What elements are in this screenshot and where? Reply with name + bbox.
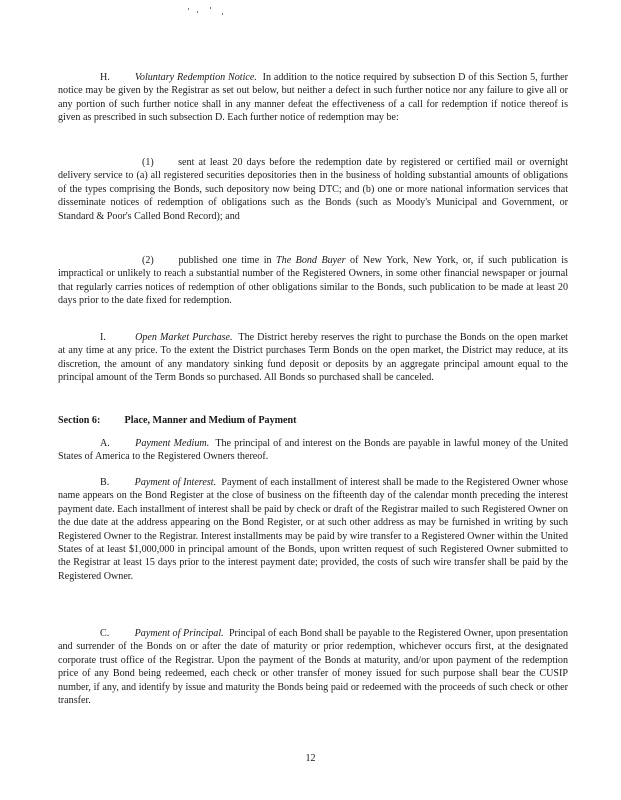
paragraph-h-caption: Voluntary Redemption Notice. (134, 72, 257, 83)
paragraph-i-letter: I. (100, 332, 106, 343)
paragraph-c (58, 627, 568, 707)
subparagraph-1 (58, 156, 568, 223)
paragraph-i-body: The District hereby reserves the right to purchase the Bonds on the open market at any time at any price. To the extent the District purchases Term Bonds on the open market, the District may reduce, at its discretion, the amount of any mandatory sinking fund deposit or deposits by an aggregate principal amount equal to the principal amount of the Term Bonds so purchased. All Bonds so purchased shall be canceled. (58, 332, 568, 384)
section-6-heading (58, 414, 568, 427)
subparagraph-2-pre: published one time in (178, 255, 277, 266)
paragraph-h-letter: H. (100, 72, 110, 83)
subparagraph-1-body: sent at least 20 days before the redemption date by registered or certified mail or overnight delivery service to (a) all registered securities depositories then in the business of holding substantial amounts of obligations of the types comprising the Bonds, such depository now being DTC; and (b) one or more national information services that disseminate notices of redemption of obligations such as the Bonds (such as Moody's Municipal and Government, or Standard & Poor's Called Bond Record); and (58, 157, 569, 222)
paragraph-b-letter: B. (100, 477, 110, 488)
paragraph-i-caption: Open Market Purchase. (135, 332, 233, 343)
paragraph-b-caption: Payment of Interest. (134, 477, 217, 488)
section-6-number: Section 6: (58, 415, 101, 426)
scan-specks (170, 0, 250, 20)
subparagraph-2-number: (2) (142, 255, 154, 266)
paragraph-a-caption: Payment Medium. (135, 438, 210, 449)
paragraph-a-body: The principal of and interest on the Bonds are payable in lawful money of the United States of America to the Registered Owners thereof. (58, 438, 568, 463)
publication-name: The Bond Buyer (276, 255, 346, 266)
paragraph-b-body: Payment of each installment of interest shall be made to the Registered Owner whose name appears on the Bond Register at the close of business on the fifteenth day of the calendar month preceding the interest payment date. Each installment of interest shall be paid by check or draft of the Registrar mailed to such Registered Owner on the due date at the address appearing on the Bond Register, or at such other address as may be furnished in writing by such Registered Owner to the Registrar. Interest installments may be paid by wire transfer to a Registered Owner within the United States of at least $1,000,000 in principal amount of the Bonds, upon written request of such Registered Owner submitted to the Registrar at least 15 days prior to the interest payment date; provided, the costs of such wire transfer shall be paid by the Registered Owner. (58, 477, 568, 582)
paragraph-h-body: In addition to the notice required by subsection D of this Section 5, further notice may be given by the Registrar as set out below, but neither a defect in such further notice nor any failure to give all or any portion of such further notice shall in any manner defeat the effectiveness of a call for redemption if notice thereof is given as prescribed in such subsection D. Each further notice of redemption may be: (58, 72, 568, 124)
paragraph-b (58, 476, 568, 583)
section-6-title: Place, Manner and Medium of Payment (124, 415, 297, 426)
paragraph-c-letter: C. (100, 628, 110, 639)
subparagraph-2 (58, 254, 568, 308)
paragraph-a (58, 437, 568, 464)
paragraph-c-caption: Payment of Principal. (134, 628, 224, 639)
paragraph-h (58, 71, 568, 125)
subparagraph-1-number: (1) (142, 157, 154, 168)
subparagraph-2-post: of New York, New York, or, if such publication is impractical or unlikely to reach a substantial number of the Registered Owners, in some other financial newspaper or journal that regularly carries notices of redemption of other obligations similar to the Bonds, such publication to be made at least 20 days prior to the date fixed for redemption. (58, 255, 568, 307)
paragraph-c-body: Principal of each Bond shall be payable to the Registered Owner, upon presentation and surrender of the Bonds on or after the date of maturity or prior redemption, whichever occurs first, at the designated corporate trust office of the Registrar. Upon the payment of the Bonds at maturity, and/or upon payment of the redemption price of any Bond being redeemed, each check or other transfer of money issued for such purpose shall bear the CUSIP number, if any, and identify by issue and maturity the Bonds being paid or redeemed with the proceeds of such check or other transfer. (58, 628, 569, 707)
page-number: 12 (305, 753, 316, 764)
paragraph-a-letter: A. (100, 438, 110, 449)
paragraph-i (58, 331, 568, 385)
